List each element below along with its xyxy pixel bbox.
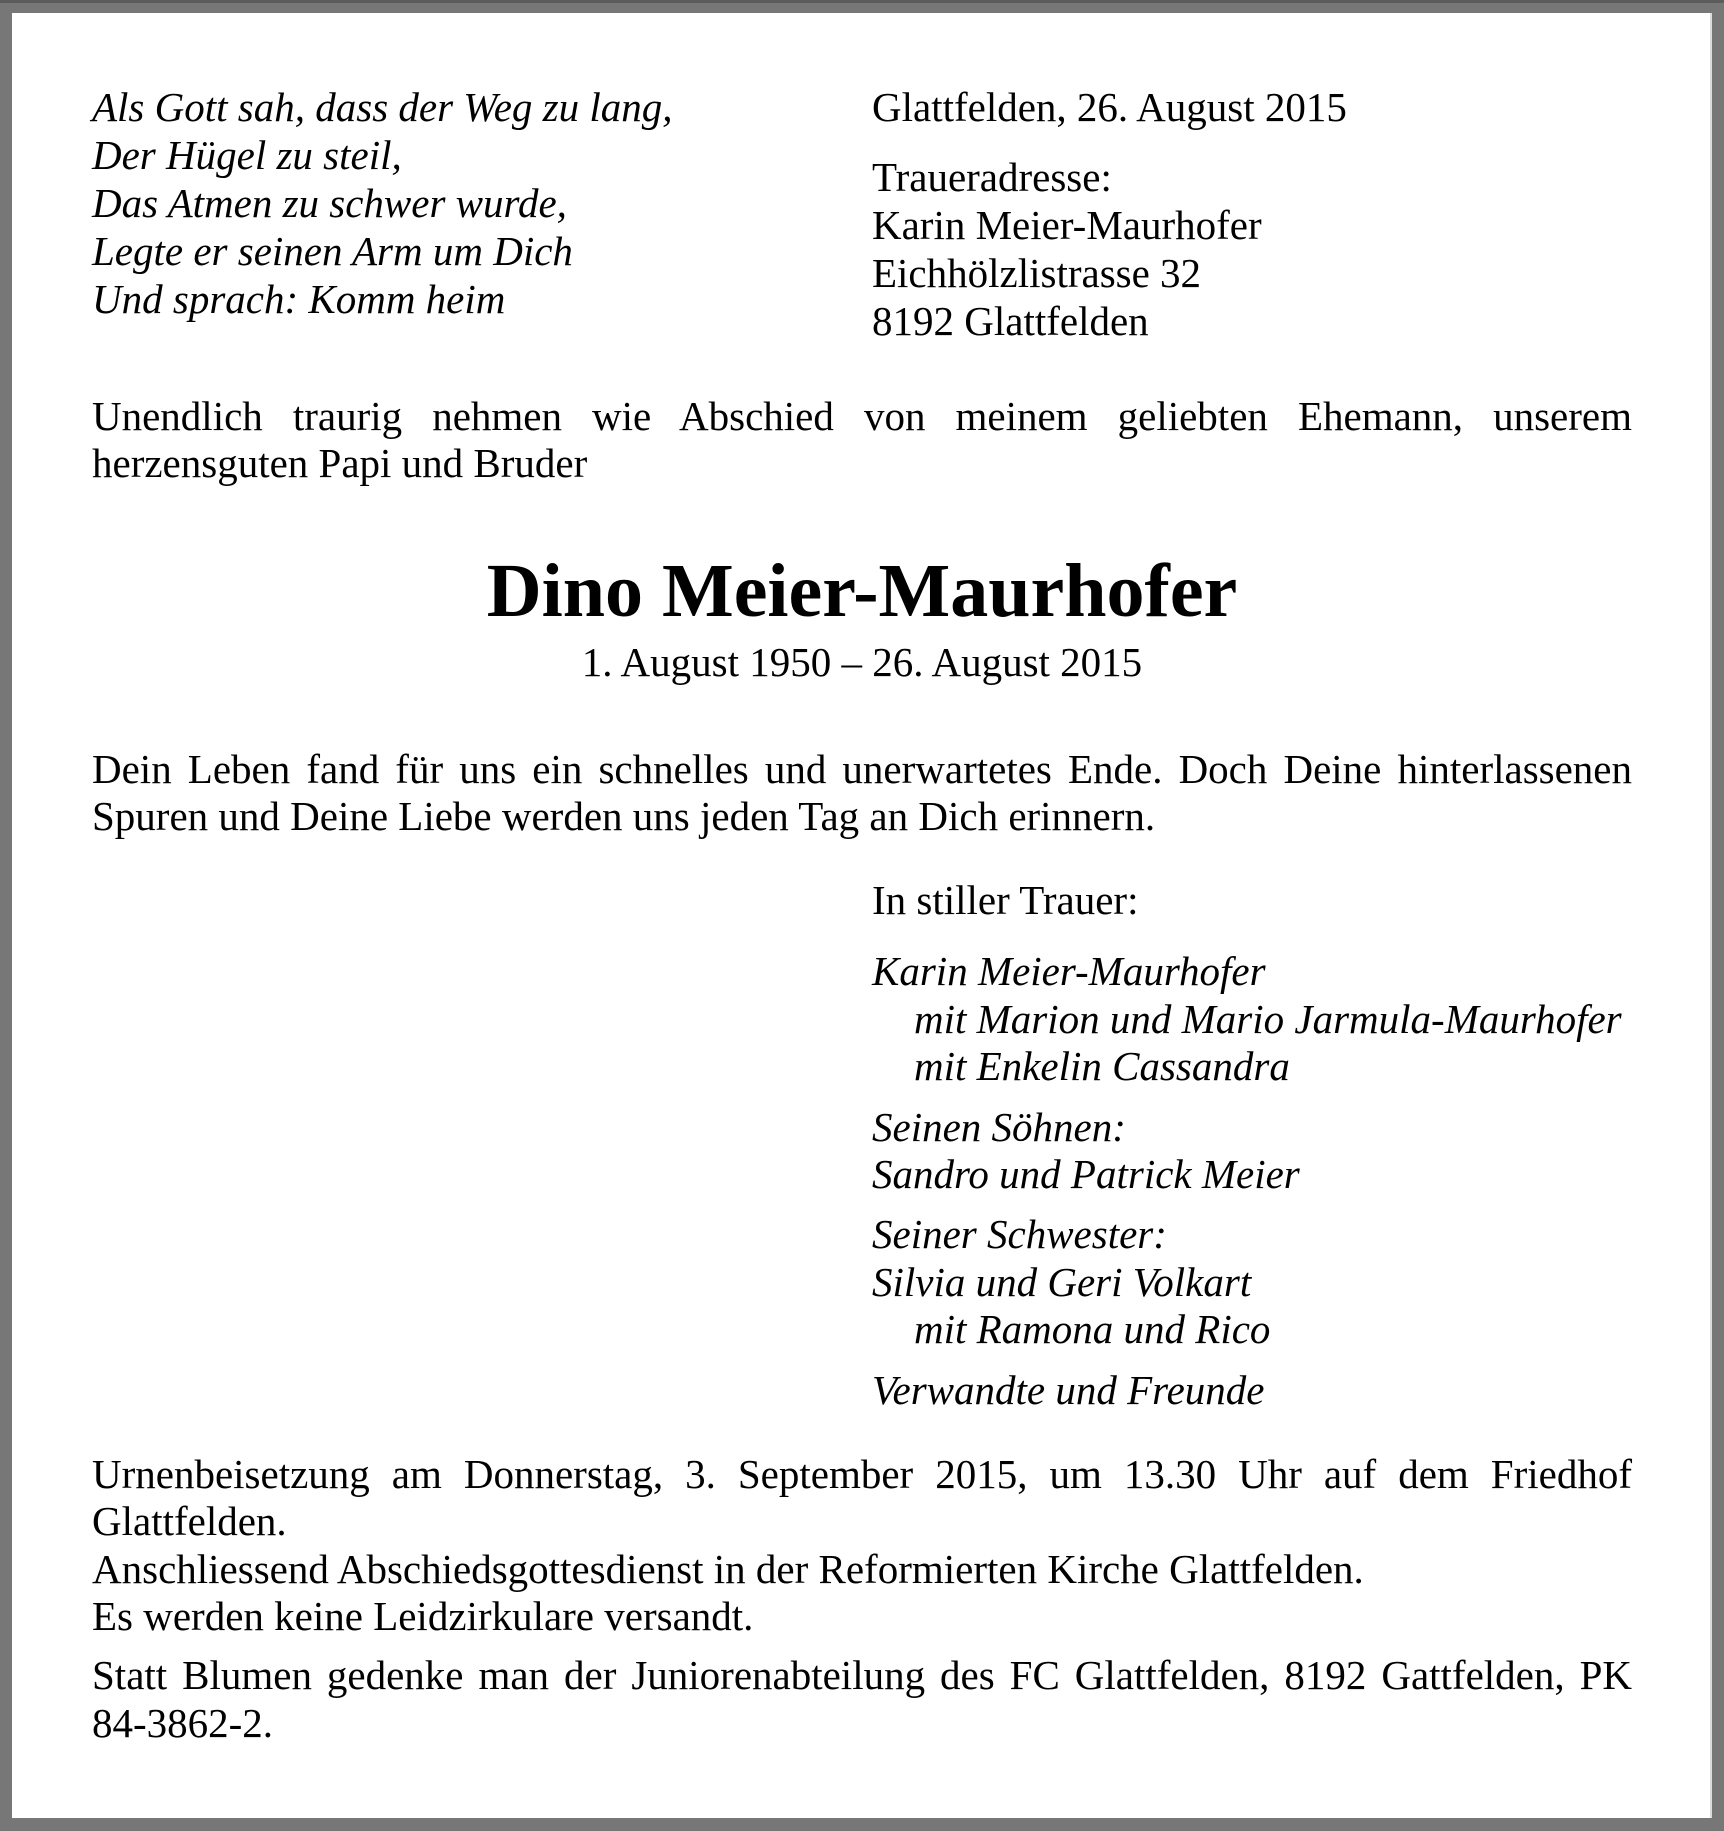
intro-paragraph (92, 393, 1632, 487)
poem-line: Legte er seinen Arm um Dich (92, 228, 573, 274)
address-line: Eichhölzlistrasse 32 (872, 250, 1202, 296)
donation-info (92, 1651, 1632, 1747)
intro-text: Unendlich traurig nehmen wie Abschied von meinem geliebten Ehemann, unserem herzensguten Papi und Bruder (92, 393, 1632, 486)
mourner-line: mit Ramona und Rico (914, 1306, 1271, 1352)
life-dates: 1. August 1950 – 26. August 2015 (581, 639, 1143, 685)
message-paragraph (92, 746, 1632, 840)
mourner-group-sister (872, 1211, 1270, 1354)
service-text: Anschliessend Abschiedsgottesdienst in der Reformierten Kirche Glattfelden. (92, 1545, 1364, 1592)
mourner-group-family (872, 948, 1622, 1091)
mourner-line: Seiner Schwester: (872, 1211, 1167, 1257)
address-line: 8192 Glattfelden (872, 298, 1149, 344)
mourner-line: mit Enkelin Cassandra (914, 1043, 1290, 1089)
place-date: Glattfelden, 26. August 2015 (872, 84, 1347, 130)
deceased-name: Dino Meier-Maurhofer (486, 549, 1238, 633)
donation-text: Statt Blumen gedenke man der Juniorenabteilung des FC Glattfelden, 8192 Gattfelden, PK 84-3862-2. (92, 1652, 1632, 1746)
window-top-edge (0, 0, 1724, 3)
mourner-line: Sandro und Patrick Meier (872, 1151, 1300, 1197)
funeral-info (92, 1451, 1632, 1640)
mourners-heading: In stiller Trauer: (872, 877, 1139, 923)
mourning-address (872, 153, 1262, 345)
poem-line: Und sprach: Komm heim (92, 276, 506, 322)
no-circulars-text: Es werden keine Leidzirkulare versandt. (92, 1592, 754, 1639)
poem-line: Das Atmen zu schwer wurde, (92, 180, 567, 226)
poem-line: Der Hügel zu steil, (92, 132, 402, 178)
address-line: Karin Meier-Maurhofer (872, 202, 1262, 248)
mourner-line: Silvia und Geri Volkart (872, 1258, 1252, 1305)
burial-text: Urnenbeisetzung am Donnerstag, 3. September 2015, um 13.30 Uhr auf dem Friedhof Glattfelden. (92, 1451, 1632, 1545)
message-text: Dein Leben fand für uns ein schnelles und unerwartetes Ende. Doch Deine hinterlassenen Spuren und Deine Liebe werden uns jeden Tag an Dich erinnern. (92, 746, 1632, 839)
mourner-line: Verwandte und Freunde (872, 1367, 1265, 1413)
mourner-line: Seinen Söhnen: (872, 1104, 1126, 1150)
address-label: Traueradresse: (872, 154, 1112, 200)
mourner-line: Karin Meier-Maurhofer (872, 948, 1266, 994)
mourner-line: mit Marion und Mario Jarmula-Maurhofer (914, 995, 1622, 1042)
poem-line: Als Gott sah, dass der Weg zu lang, (92, 84, 673, 130)
poem (92, 83, 673, 323)
mourner-group-sons (872, 1104, 1300, 1198)
mourner-group-relatives (872, 1366, 1264, 1414)
